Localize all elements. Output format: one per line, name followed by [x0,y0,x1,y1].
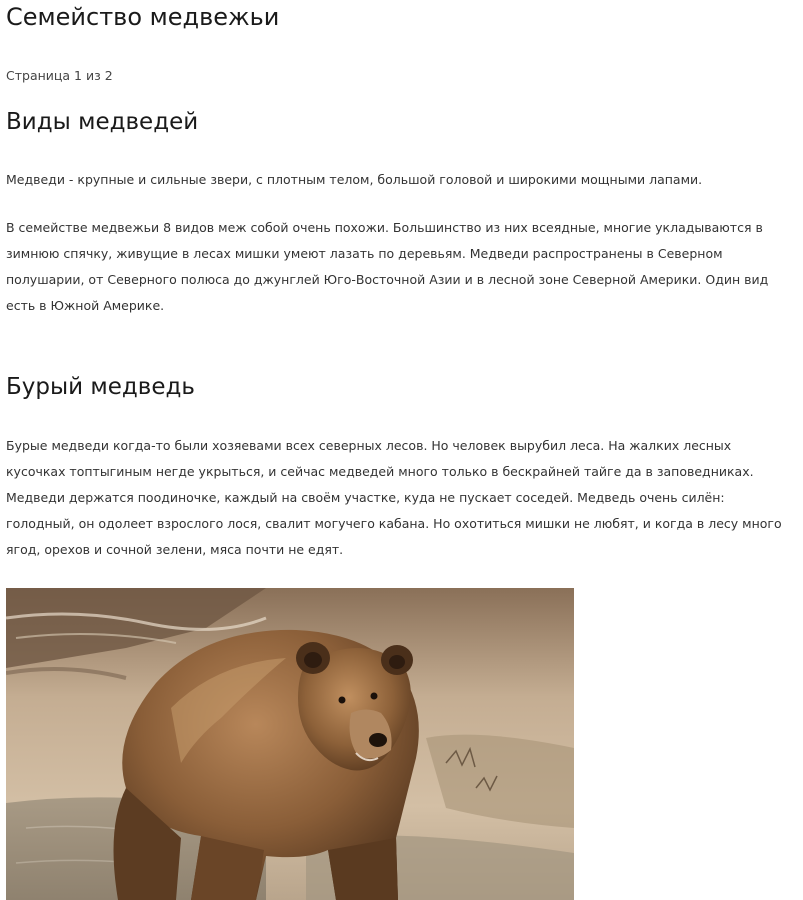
pagination-text: Страница 1 из 2 [6,68,113,83]
paragraph-species-details: В семействе медвежьи 8 видов меж собой очень похожи. Большинство из них всеядные, многие укладываются в зимнюю спячку, живущие в лесах мишки умеют лазать по деревьям. Медведи распространены в Северном полушарии, от Северного полюса до джунглей Юго-Восточной Азии и в лесной зоне Северной Америки. Один вид есть в Южной Америке. [6,220,769,313]
paragraph-species-intro: Медведи - крупные и сильные звери, с плотным телом, большой головой и широкими мощными лапами. [6,172,703,187]
section-heading-brown-bear: Бурый медведь [6,374,195,400]
brown-bear-photo [6,588,574,900]
section-heading-species: Виды медведей [6,109,199,135]
page-title: Семейство медвежьи [6,3,280,31]
paragraph-brown-bear: Бурые медведи когда-то были хозяевами всех северных лесов. Но человек вырубил леса. На жалких лесных кусочках топтыгиным негде укрыться, и сейчас медведей много только в бескрайней тайге да в заповедниках. Медведи держатся поодиночке, каждый на своём участке, куда не пускает соседей. Медведь очень силён: голодный, он одолеет взрослого лося, свалит могучего кабана. Но охотиться мишки не любят, и когда в лесу много ягод, орехов и сочной зелени, мяса почти не едят. [6,438,782,557]
